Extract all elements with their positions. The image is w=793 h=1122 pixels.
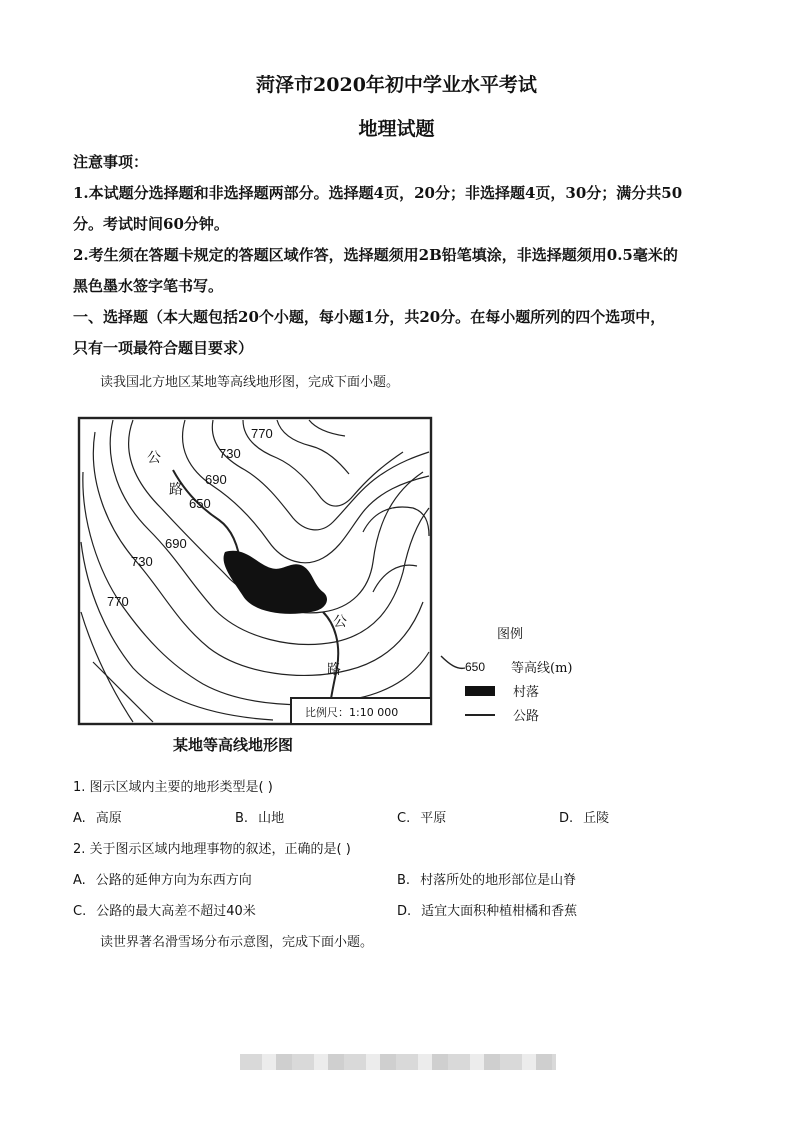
contour-line	[277, 420, 349, 474]
legend-contour-label: 等高线(m)	[511, 661, 573, 676]
q1-option-d[interactable]: D. 丘陵	[559, 811, 610, 826]
q2-option-d[interactable]: D. 适宜大面积种植柑橘和香蕉	[397, 904, 578, 919]
q2-option-a[interactable]: A. 公路的延伸方向为东西方向	[73, 873, 252, 888]
note-1-line-b: 分。考试时间60分钟。	[73, 215, 229, 233]
q1-option-a[interactable]: A. 高原	[73, 811, 122, 826]
contour-label-770-left: 770	[107, 594, 129, 609]
legend-village-label: 村落	[513, 685, 540, 700]
q1-option-c[interactable]: C. 平原	[397, 811, 447, 826]
contour-label-770-top: 770	[251, 426, 273, 441]
contour-label-690-left: 690	[165, 536, 187, 551]
contour-label-730-left: 730	[131, 554, 153, 569]
contour-line	[183, 420, 429, 563]
section1-heading-a: 一、选择题（本大题包括20个小题，每小题1分，共20分。在每小题所列的四个选项中，	[73, 308, 666, 326]
road-label-top-2: 路	[169, 482, 183, 498]
q1-option-b[interactable]: B. 山地	[235, 811, 285, 826]
contour-label-690-top: 690	[205, 472, 227, 487]
legend-village-swatch	[465, 686, 495, 696]
section1-heading-b: 只有一项最符合题目要求）	[73, 339, 254, 357]
legend-contour-swatch	[441, 656, 465, 668]
legend-title: 图例	[497, 627, 524, 642]
q2-option-b[interactable]: B. 村落所处的地形部位是山脊	[397, 873, 577, 888]
village-shape	[224, 551, 327, 614]
contour-map-figure	[73, 412, 593, 757]
page-title: 菏泽市2020年初中学业水平考试	[256, 74, 537, 96]
contour-line	[309, 420, 345, 436]
contour-line	[373, 565, 417, 592]
scale-text: 比例尺：1:10 000	[305, 706, 399, 719]
page-subtitle: 地理试题	[358, 118, 435, 140]
intro-ski-map: 读世界著名滑雪场分布示意图，完成下面小题。	[100, 935, 374, 950]
q2-option-c[interactable]: C. 公路的最大高差不超过40米	[73, 904, 256, 919]
blurred-footer-watermark	[240, 1054, 556, 1070]
note-2-line-b: 黑色墨水签字笔书写。	[73, 277, 224, 295]
contour-line	[93, 662, 153, 722]
contour-line	[363, 507, 429, 536]
road-label-top-1: 公	[147, 450, 161, 466]
notes-heading: 注意事项：	[73, 153, 149, 171]
map-caption: 某地等高线地形图	[173, 736, 294, 754]
question-2-stem: 2. 关于图示区域内地理事物的叙述，正确的是( )	[73, 842, 351, 857]
road-label-bottom-1: 公	[333, 614, 347, 630]
contour-label-650: 650	[189, 496, 211, 511]
note-2-line-a: 2.考生须在答题卡规定的答题区域作答，选择题须用2B铅笔填涂，非选择题须用0.5毫米的	[73, 246, 678, 264]
legend-contour-value: 650	[465, 660, 486, 674]
intro-contour-map: 读我国北方地区某地等高线地形图，完成下面小题。	[100, 375, 400, 390]
legend-road-label: 公路	[513, 709, 540, 724]
note-1-line-a: 1.本试题分选择题和非选择题两部分。选择题4页，20分；非选择题4页，30分；满分共50	[73, 184, 683, 202]
road-label-bottom-2: 路	[327, 662, 341, 678]
contour-label-730-top: 730	[219, 446, 241, 461]
question-1-stem: 1. 图示区域内主要的地形类型是( )	[73, 780, 273, 795]
